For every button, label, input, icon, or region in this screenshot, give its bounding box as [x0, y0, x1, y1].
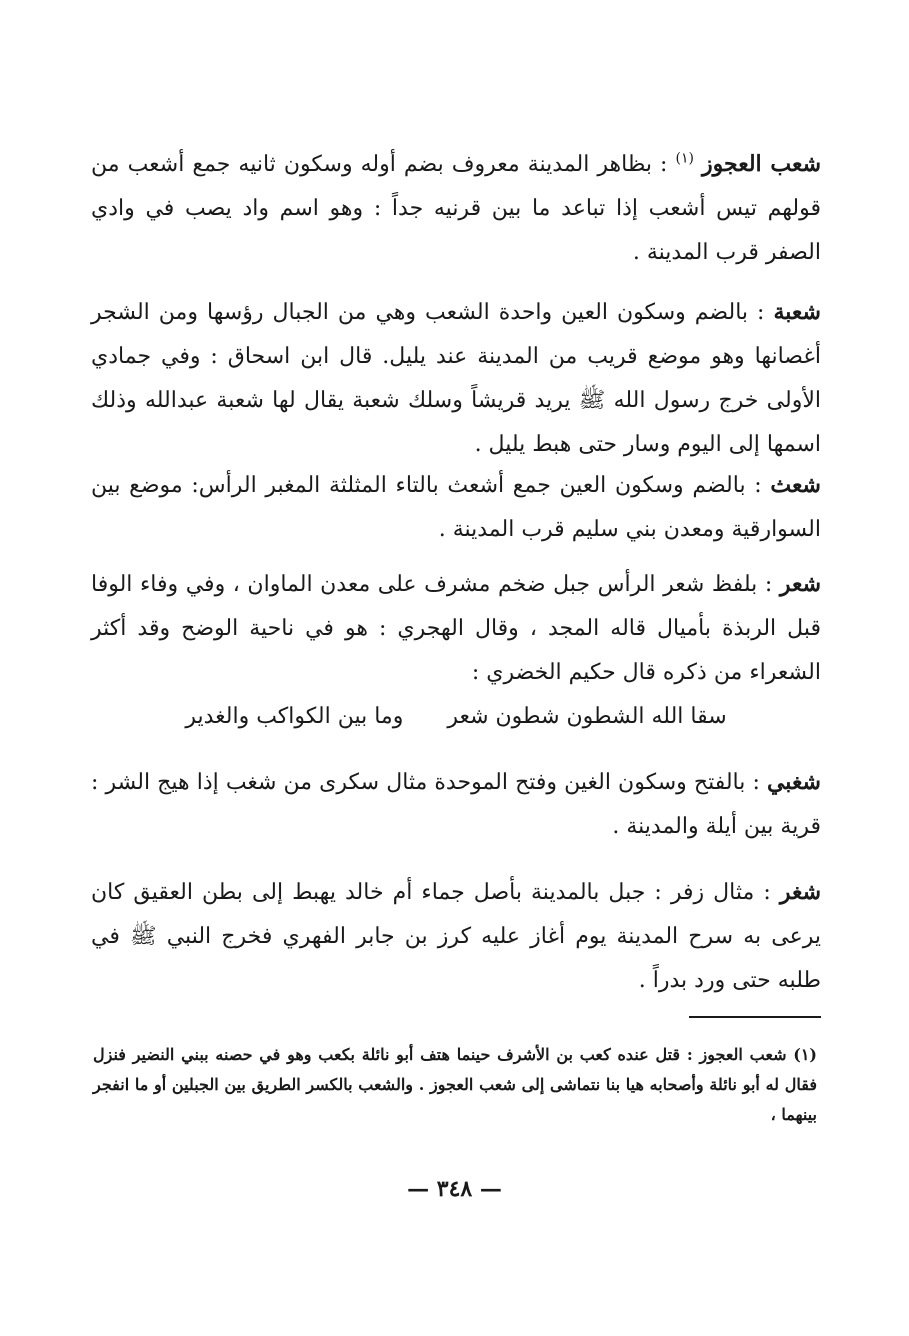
entry-shubah: [91, 290, 821, 467]
entry-headword: شعبة: [773, 299, 821, 325]
entry-text: : بظاهر المدينة معروف بضم أوله وسكون ثانيه جمع أشعب من قولهم تيس أشعب إذا تباعد ما بين قرنيه جداً : وهو اسم واد يصب في وادي الصفر قرب المدينة .: [91, 152, 821, 265]
entry-text: : بالفتح وسكون الغين وفتح الموحدة مثال سكرى من شغب إذا هيج الشر : قرية بين أيلة والمدينة .: [91, 770, 821, 839]
poetry-verse: [91, 697, 821, 737]
entry-shughr: [91, 870, 821, 1003]
entry-headword: شعر: [779, 571, 821, 597]
footnote-reference: (١): [675, 150, 694, 167]
entry-shib-al-ajuz: [91, 142, 821, 275]
entry-text: : بالضم وسكون العين جمع أشعث بالتاء المثلثة المغبر الرأس: موضع بين السوارقية ومعدن بني سليم قرب المدينة .: [91, 473, 821, 542]
entry-headword: شغر: [779, 879, 821, 905]
entry-headword: شعب العجوز: [702, 151, 821, 177]
entry-shaghbi: [91, 760, 821, 849]
entry-shuth: [91, 463, 821, 552]
footnote: (١) شعب العجوز : قتل عنده كعب بن الأشرف حينما هتف أبو نائلة بكعب وهو في حصنه ببني النضير فنزل فقال له أبو نائلة وأصحابه هيا بنا نتماشى إلى شعب العجوز . والشعب بالكسر الطريق بين الجبلين أو ما انفجر بينهما ،: [93, 1045, 817, 1124]
page-number: — ٣٤٨ —: [407, 1176, 502, 1202]
verse-first-hemistich: سقا الله الشطون شطون شعر: [447, 704, 727, 729]
footnote-separator-rule: [689, 1016, 821, 1018]
entry-headword: شعث: [770, 472, 821, 498]
entry-text: : بالضم وسكون العين واحدة الشعب وهي من الجبال رؤسها ومن الشجر أغصانها وهو موضع قريب من المدينة عند يليل. قال ابن اسحاق : وفي جمادي الأولى خرج رسول الله ﷺ يريد قريشاً وسلك شعبة يقال لها شعبة عبدالله وذلك اسمها إلى اليوم وسار حتى هبط يليل .: [91, 300, 821, 457]
entry-shir: [91, 562, 821, 695]
entry-text: : مثال زفر : جبل بالمدينة بأصل جماء أم خالد يهبط إلى بطن العقيق كان يرعى به سرح المدينة يوم أغاز عليه كرز بن جابر الفهري فخرج النبي ﷺ في طلبه حتى ورد بدراً .: [91, 880, 821, 993]
verse-second-hemistich: وما بين الكواكب والغدير: [185, 704, 404, 729]
entry-text: : بلفظ شعر الرأس جبل ضخم مشرف على معدن الماوان ، وفي وفاء الوفا قبل الربذة بأميال قاله المجد ، وقال الهجري : هو في ناحية الوضح وقد أكثر الشعراء من ذكره قال حكيم الخضري :: [91, 572, 821, 685]
entry-headword: شغبي: [766, 769, 821, 795]
